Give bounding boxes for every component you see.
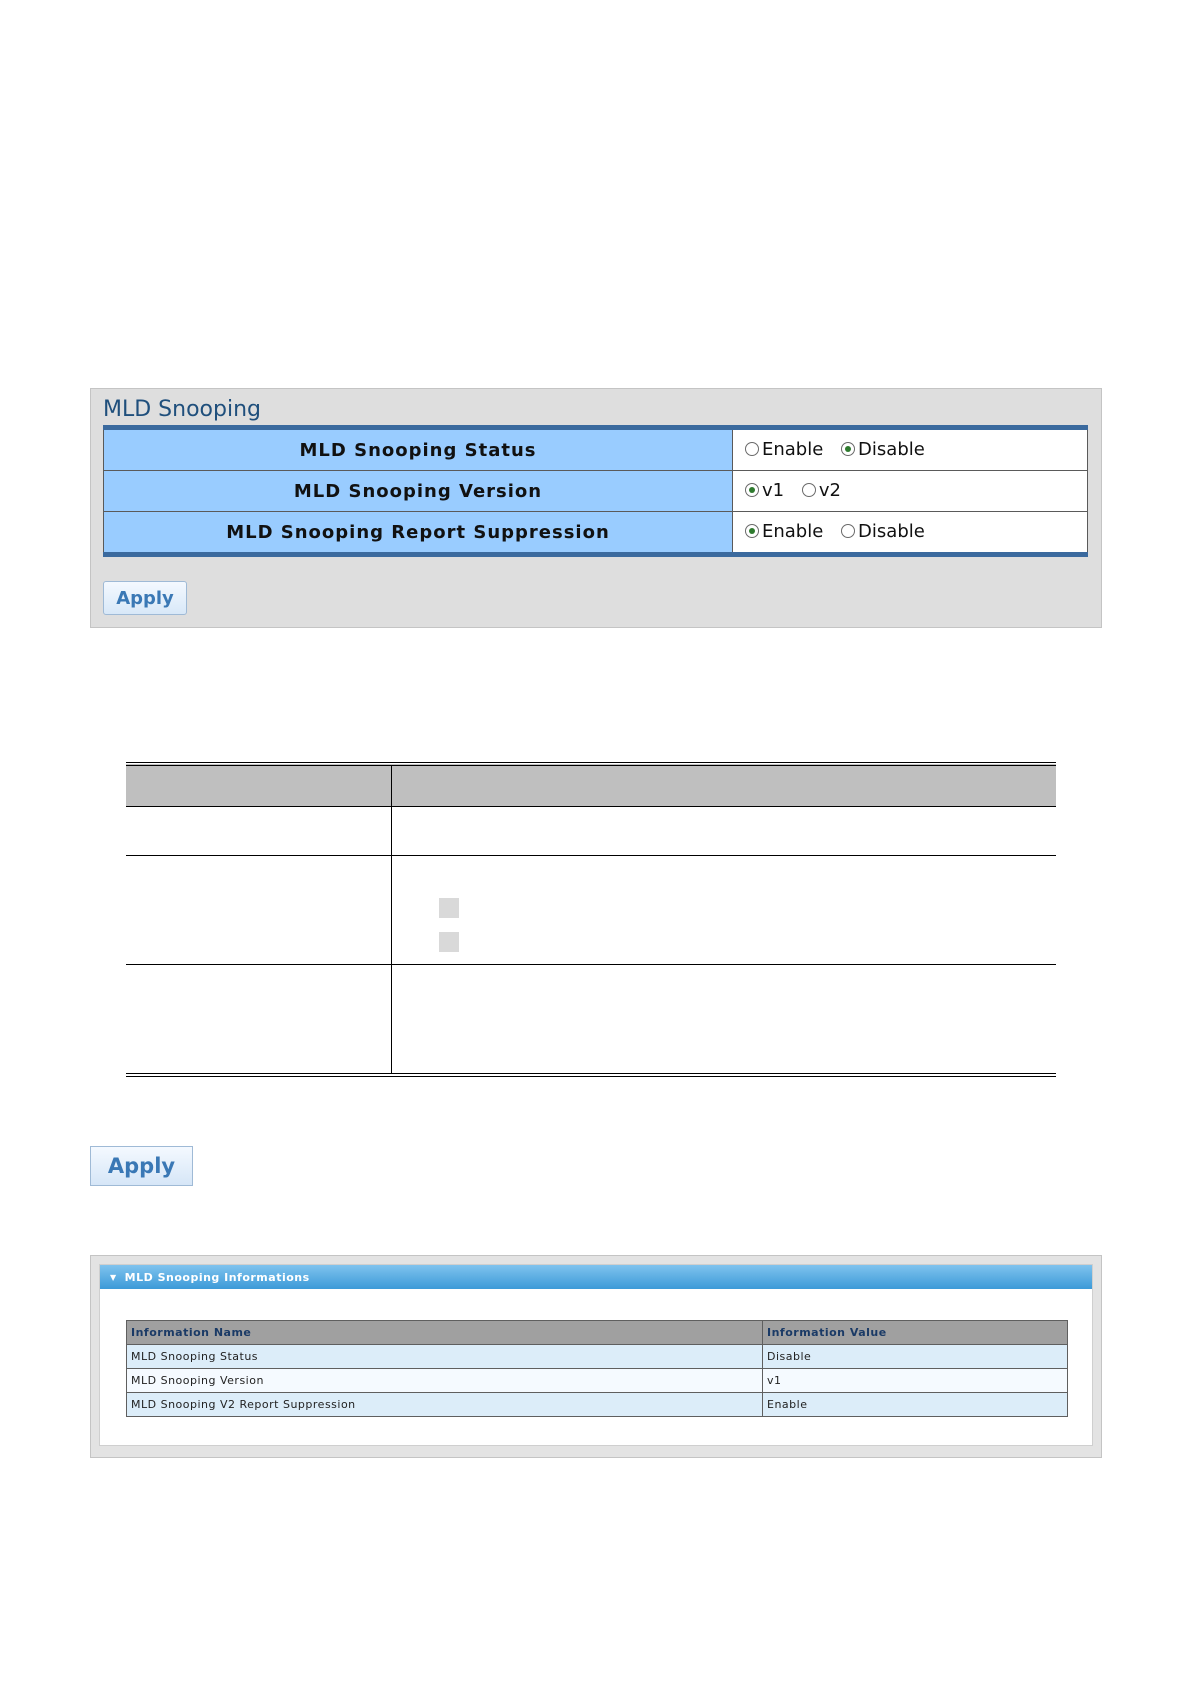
collapse-triangle-icon[interactable]: ▼ xyxy=(110,1272,117,1282)
info-name-cell: MLD Snooping Status xyxy=(127,1345,763,1369)
radio-selected-icon[interactable] xyxy=(745,483,759,497)
radio-selected-icon[interactable] xyxy=(745,524,759,538)
info-table xyxy=(126,1320,1068,1417)
desc-cell-description xyxy=(392,807,1057,856)
version-v2-radio[interactable] xyxy=(802,480,841,501)
panel-title: MLD Snooping xyxy=(103,397,261,422)
status-label: MLD Snooping Status xyxy=(104,428,733,471)
status-row xyxy=(104,428,1088,471)
version-options xyxy=(733,471,1088,512)
info-value-cell: Disable xyxy=(763,1345,1068,1369)
desc-header-description xyxy=(392,764,1057,807)
suppression-disable-label: Disable xyxy=(858,520,925,542)
status-disable-radio[interactable] xyxy=(841,439,925,460)
desc-header-object xyxy=(126,764,392,807)
radio-selected-icon[interactable] xyxy=(841,442,855,456)
info-col-name: Information Name xyxy=(127,1321,763,1345)
desc-cell-description xyxy=(392,856,1057,965)
version-v1-label: v1 xyxy=(762,479,785,501)
desc-cell-object xyxy=(126,807,392,856)
bullet-square-icon xyxy=(439,898,459,918)
desc-row xyxy=(126,965,1056,1076)
bullet-square-icon xyxy=(439,932,459,952)
desc-cell-description xyxy=(392,965,1057,1076)
status-disable-label: Disable xyxy=(858,438,925,460)
info-col-value: Information Value xyxy=(763,1321,1068,1345)
desc-row xyxy=(126,856,1056,965)
suppression-options xyxy=(733,512,1088,555)
suppression-enable-label: Enable xyxy=(762,520,824,542)
apply-button[interactable]: Apply xyxy=(90,1146,193,1186)
status-enable-radio[interactable] xyxy=(745,439,823,460)
suppression-disable-radio[interactable] xyxy=(841,521,925,542)
desc-header-row xyxy=(126,764,1056,807)
version-v2-label: v2 xyxy=(818,479,841,501)
status-options xyxy=(733,428,1088,471)
suppression-label: MLD Snooping Report Suppression xyxy=(104,512,733,555)
table-row xyxy=(127,1393,1068,1417)
info-name-cell: MLD Snooping V2 Report Suppression xyxy=(127,1393,763,1417)
mld-config-table xyxy=(103,425,1088,557)
panel-apply-button[interactable]: Apply xyxy=(103,581,187,615)
info-panel-header[interactable] xyxy=(100,1265,1092,1289)
info-value-cell: v1 xyxy=(763,1369,1068,1393)
status-enable-label: Enable xyxy=(762,438,824,460)
version-v1-radio[interactable] xyxy=(745,480,784,501)
info-name-cell: MLD Snooping Version xyxy=(127,1369,763,1393)
desc-row xyxy=(126,807,1056,856)
info-header-row xyxy=(127,1321,1068,1345)
parameter-description-table xyxy=(126,762,1056,1077)
table-row xyxy=(127,1345,1068,1369)
suppression-enable-radio[interactable] xyxy=(745,521,823,542)
radio-icon[interactable] xyxy=(745,442,759,456)
info-panel-title: MLD Snooping Informations xyxy=(124,1270,310,1284)
version-row xyxy=(104,471,1088,512)
mld-info-inner xyxy=(99,1264,1093,1446)
table-row xyxy=(127,1369,1068,1393)
suppression-row xyxy=(104,512,1088,555)
desc-cell-object xyxy=(126,856,392,965)
mld-info-panel xyxy=(90,1255,1102,1458)
version-label: MLD Snooping Version xyxy=(104,471,733,512)
desc-cell-object xyxy=(126,965,392,1076)
info-value-cell: Enable xyxy=(763,1393,1068,1417)
radio-icon[interactable] xyxy=(841,524,855,538)
radio-icon[interactable] xyxy=(802,483,816,497)
mld-snooping-panel xyxy=(90,388,1102,628)
